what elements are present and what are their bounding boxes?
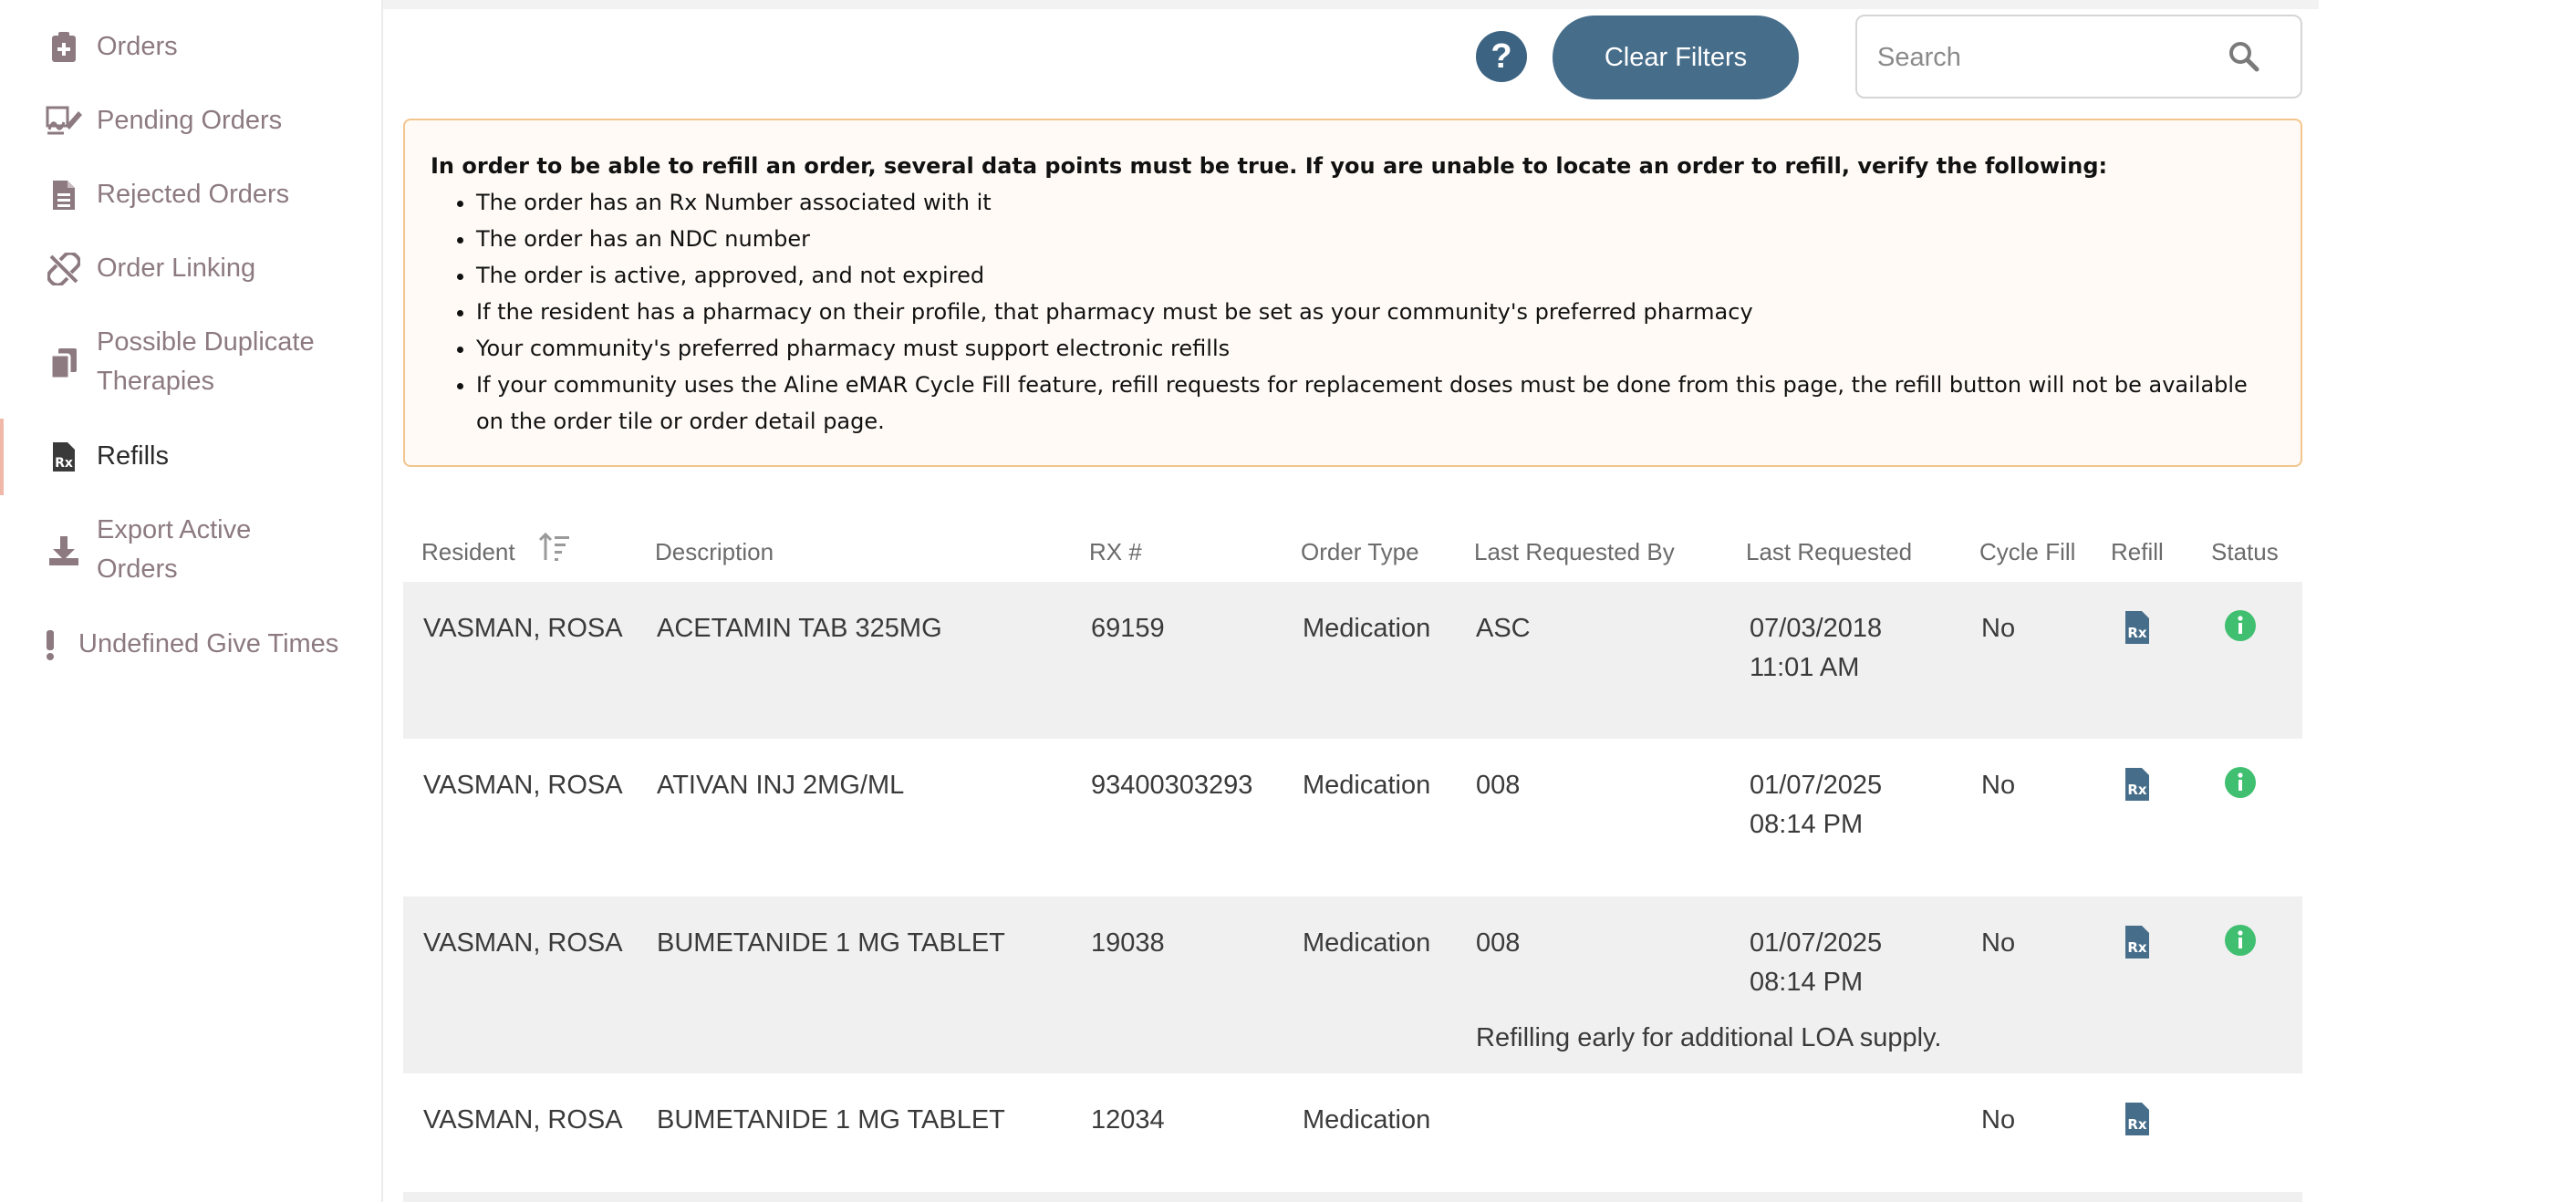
sidebar	[0, 0, 383, 1202]
cell-order-type: Medication	[1303, 1105, 1431, 1135]
table-header	[403, 509, 2302, 582]
sidebar-item-label: Rejected Orders	[97, 180, 290, 209]
refill-rx-icon[interactable]	[2124, 766, 2160, 806]
cell-refill-note: Refilling early for additional LOA supply.	[1476, 1023, 1942, 1052]
search-icon[interactable]	[2228, 40, 2264, 77]
sidebar-item-label: Order Linking	[97, 254, 256, 283]
table-row[interactable]	[403, 896, 2302, 1073]
sidebar-item-rejected-orders[interactable]	[0, 175, 381, 214]
cell-cycle-fill: No	[1981, 771, 2016, 800]
cell-resident: VASMAN, ROSA	[423, 928, 623, 958]
cell-date: 07/03/2018	[1750, 614, 1883, 643]
sidebar-item-undefined-give-times[interactable]	[0, 625, 381, 664]
cell-rx: 93400303293	[1091, 771, 1253, 800]
notice-item: • If your community uses the Aline eMAR Cycle Fill feature, refill requests for replacement doses must be done from this page, the refill button will not be available on the order tile or order detail page.	[476, 367, 2275, 440]
cell-resident: VASMAN, ROSA	[423, 1105, 623, 1135]
svg-text:Rx: Rx	[2127, 782, 2147, 798]
notice-item: • The order has an NDC number	[476, 221, 2275, 257]
status-info-icon[interactable]	[2224, 766, 2260, 806]
sidebar-item-orders[interactable]	[0, 27, 381, 67]
clipboard-plus-icon	[44, 27, 84, 67]
clear-filters-button[interactable]: Clear Filters	[1553, 16, 1799, 99]
sidebar-item-label: Possible Duplicate Therapies	[97, 327, 315, 396]
table-row[interactable]	[403, 1192, 2302, 1202]
notice-item: • Your community's preferred pharmacy must support electronic refills	[476, 330, 2275, 367]
search-box	[1855, 15, 2302, 98]
svg-text:Rx: Rx	[55, 455, 73, 471]
notice-list	[476, 184, 2275, 440]
column-header-last-requested-by[interactable]: Last Requested By	[1474, 538, 1675, 565]
sidebar-item-label: Pending Orders	[97, 106, 283, 135]
help-button[interactable]: ?	[1476, 31, 1527, 82]
page-margin	[2319, 0, 2576, 1202]
sidebar-item-label: Undefined Give Times	[78, 629, 339, 658]
sidebar-item-label: Export Active Orders	[97, 515, 252, 584]
download-icon	[44, 531, 84, 570]
cell-cycle-fill: No	[1981, 1105, 2016, 1135]
column-header-refill: Refill	[2111, 538, 2164, 565]
cell-date: 01/07/2025	[1750, 928, 1883, 958]
sidebar-item-pending-orders[interactable]	[0, 101, 381, 140]
cell-time: 08:14 PM	[1750, 968, 1864, 997]
cell-cycle-fill: No	[1981, 614, 2016, 643]
sidebar-item-label: Orders	[97, 32, 178, 61]
sidebar-item-order-linking[interactable]	[0, 249, 381, 288]
cell-rx: 69159	[1091, 614, 1165, 643]
sidebar-item-label: Refills	[97, 441, 169, 471]
column-header-description[interactable]: Description	[655, 538, 774, 565]
cell-last-requested-by: ASC	[1476, 614, 1531, 643]
cell-description: BUMETANIDE 1 MG TABLET	[657, 928, 1005, 958]
refill-requirements-notice	[403, 119, 2302, 467]
cell-order-type: Medication	[1303, 928, 1431, 958]
search-input[interactable]	[1877, 33, 2224, 82]
cell-last-requested	[1750, 924, 1882, 1002]
notice-item: • The order has an Rx Number associated with it	[476, 184, 2275, 221]
cell-cycle-fill: No	[1981, 928, 2016, 958]
unlink-icon	[44, 249, 84, 288]
column-header-resident[interactable]: Resident	[421, 538, 515, 565]
signature-icon	[44, 101, 84, 140]
notice-heading: In order to be able to refill an order, several data points must be true. If you are unable to locate an order to refill, verify the following:	[431, 153, 2108, 179]
status-info-icon[interactable]	[2224, 609, 2260, 649]
cell-description: BUMETANIDE 1 MG TABLET	[657, 1105, 1005, 1135]
document-icon	[44, 175, 84, 214]
status-info-icon[interactable]	[2224, 924, 2260, 964]
cell-resident: VASMAN, ROSA	[423, 614, 623, 643]
svg-text:Rx: Rx	[2127, 625, 2147, 641]
refill-rx-icon[interactable]	[2124, 924, 2160, 964]
column-header-last-requested[interactable]: Last Requested	[1746, 538, 1913, 565]
sort-icon[interactable]	[538, 531, 571, 570]
cell-last-requested	[1750, 609, 1882, 688]
column-header-rx[interactable]: RX #	[1089, 538, 1142, 565]
cell-resident: VASMAN, ROSA	[423, 771, 623, 800]
column-header-cycle-fill[interactable]: Cycle Fill	[1979, 538, 2076, 565]
cell-last-requested	[1750, 766, 1882, 845]
cell-date: 01/07/2025	[1750, 771, 1883, 800]
notice-item: • If the resident has a pharmacy on their profile, that pharmacy must be set as your community's preferred pharmacy	[476, 294, 2275, 330]
cell-rx: 19038	[1091, 928, 1165, 958]
column-header-order-type[interactable]: Order Type	[1301, 538, 1419, 565]
cell-last-requested-by: 008	[1476, 771, 1521, 800]
cell-description: ACETAMIN TAB 325MG	[657, 614, 942, 643]
svg-text:Rx: Rx	[2127, 939, 2147, 956]
table-row[interactable]	[403, 582, 2302, 739]
cell-order-type: Medication	[1303, 614, 1431, 643]
sidebar-item-possible-duplicate-therapies[interactable]	[0, 323, 381, 401]
column-header-status: Status	[2211, 538, 2279, 565]
table-row[interactable]	[403, 1073, 2302, 1192]
cell-time: 08:14 PM	[1750, 810, 1864, 839]
exclamation-icon	[44, 625, 57, 664]
main-content	[383, 9, 2319, 1202]
sidebar-item-refills[interactable]	[0, 437, 381, 476]
refills-table	[403, 509, 2302, 1202]
top-strip	[383, 0, 2319, 9]
refill-rx-icon[interactable]	[2124, 1101, 2160, 1141]
cell-last-requested-by: 008	[1476, 928, 1521, 958]
table-row[interactable]	[403, 739, 2302, 896]
copy-icon	[44, 343, 84, 382]
notice-item: • The order is active, approved, and not expired	[476, 257, 2275, 294]
cell-order-type: Medication	[1303, 771, 1431, 800]
cell-time: 11:01 AM	[1750, 653, 1860, 682]
cell-description: ATIVAN INJ 2MG/ML	[657, 771, 905, 800]
refill-rx-icon[interactable]	[2124, 609, 2160, 649]
cell-rx: 12034	[1091, 1105, 1165, 1135]
rx-file-icon	[44, 437, 84, 476]
sidebar-item-export-active-orders[interactable]	[0, 511, 381, 589]
svg-text:Rx: Rx	[2127, 1116, 2147, 1133]
